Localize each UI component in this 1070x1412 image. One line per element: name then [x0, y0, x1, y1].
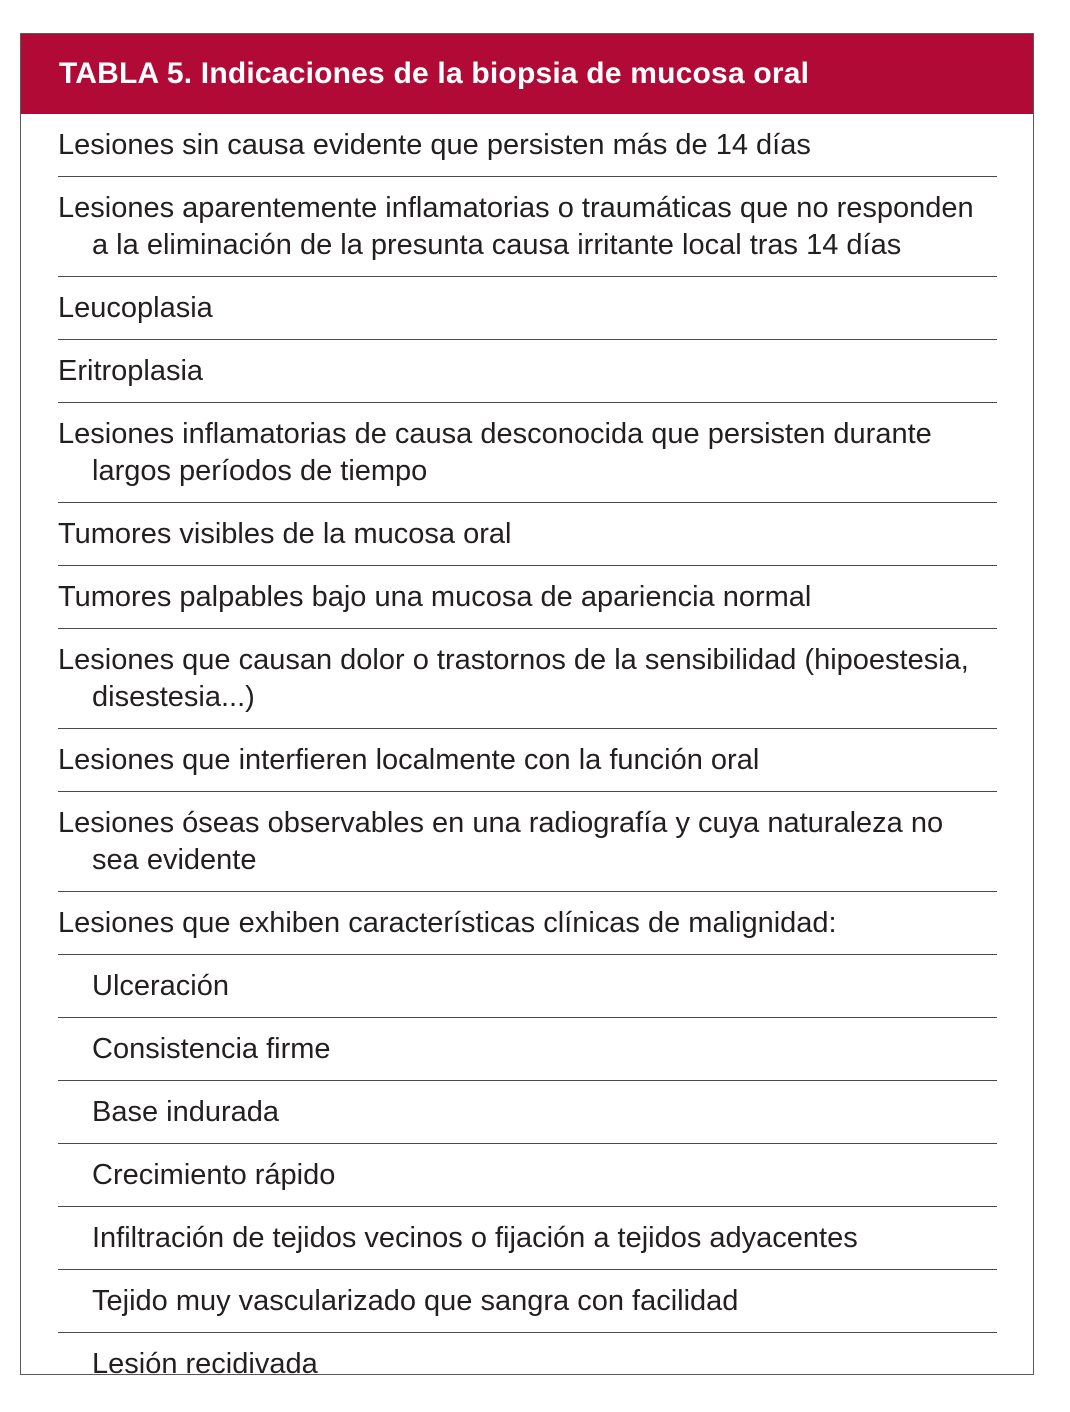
table-row	[58, 792, 997, 892]
row-text: Base indurada	[92, 1096, 280, 1128]
row-text: Lesiones sin causa evidente que persisten más de 14 días	[58, 129, 811, 161]
row-text: Tumores palpables bajo una mucosa de apariencia normal	[58, 581, 812, 613]
row-text: Lesiones óseas observables en una radiografía y cuya naturaleza no sea evidente	[58, 807, 944, 876]
row-text: Lesiones que exhiben características clínicas de malignidad:	[58, 907, 837, 939]
table-subrow	[58, 955, 997, 1018]
row-text: Lesión recidivada	[92, 1348, 318, 1380]
table-row	[58, 403, 997, 503]
table-subrow	[58, 1333, 997, 1395]
table-subrow	[58, 1207, 997, 1270]
row-text: Eritroplasia	[58, 355, 204, 387]
row-text: Leucoplasia	[58, 292, 213, 324]
row-text: Infiltración de tejidos vecinos o fijación a tejidos adyacentes	[92, 1222, 858, 1254]
table-row	[58, 114, 997, 177]
table-row	[58, 277, 997, 340]
row-text: Lesiones que interfieren localmente con la función oral	[58, 744, 760, 776]
row-text: Consistencia firme	[92, 1033, 331, 1065]
table-row	[58, 566, 997, 629]
row-text: Lesiones aparentemente inflamatorias o traumáticas que no responden a la eliminación de la presunta causa irritante local tras 14 días	[58, 192, 974, 261]
table-row	[58, 177, 997, 277]
table-row	[58, 892, 997, 955]
table-subrow	[58, 1270, 997, 1333]
table-subrow	[58, 1081, 997, 1144]
table-title: TABLA 5. Indicaciones de la biopsia de mucosa oral	[59, 57, 810, 90]
table-subrow	[58, 1144, 997, 1207]
row-text: Crecimiento rápido	[92, 1159, 336, 1191]
row-text: Tumores visibles de la mucosa oral	[58, 518, 512, 550]
table-rows	[21, 114, 1033, 1395]
table-row	[58, 340, 997, 403]
biopsy-indications-table	[20, 33, 1034, 1380]
table-row	[58, 729, 997, 792]
row-text: Ulceración	[92, 970, 229, 1002]
table-row	[58, 503, 997, 566]
table-subrow	[58, 1018, 997, 1081]
row-text: Lesiones que causan dolor o trastornos de la sensibilidad (hipoestesia, disestesia...)	[58, 644, 969, 713]
row-text: Lesiones inflamatorias de causa desconocida que persisten durante largos períodos de tiempo	[58, 418, 932, 487]
table-row	[58, 629, 997, 729]
row-text: Tejido muy vascularizado que sangra con facilidad	[92, 1285, 739, 1317]
table-header	[21, 34, 1033, 114]
